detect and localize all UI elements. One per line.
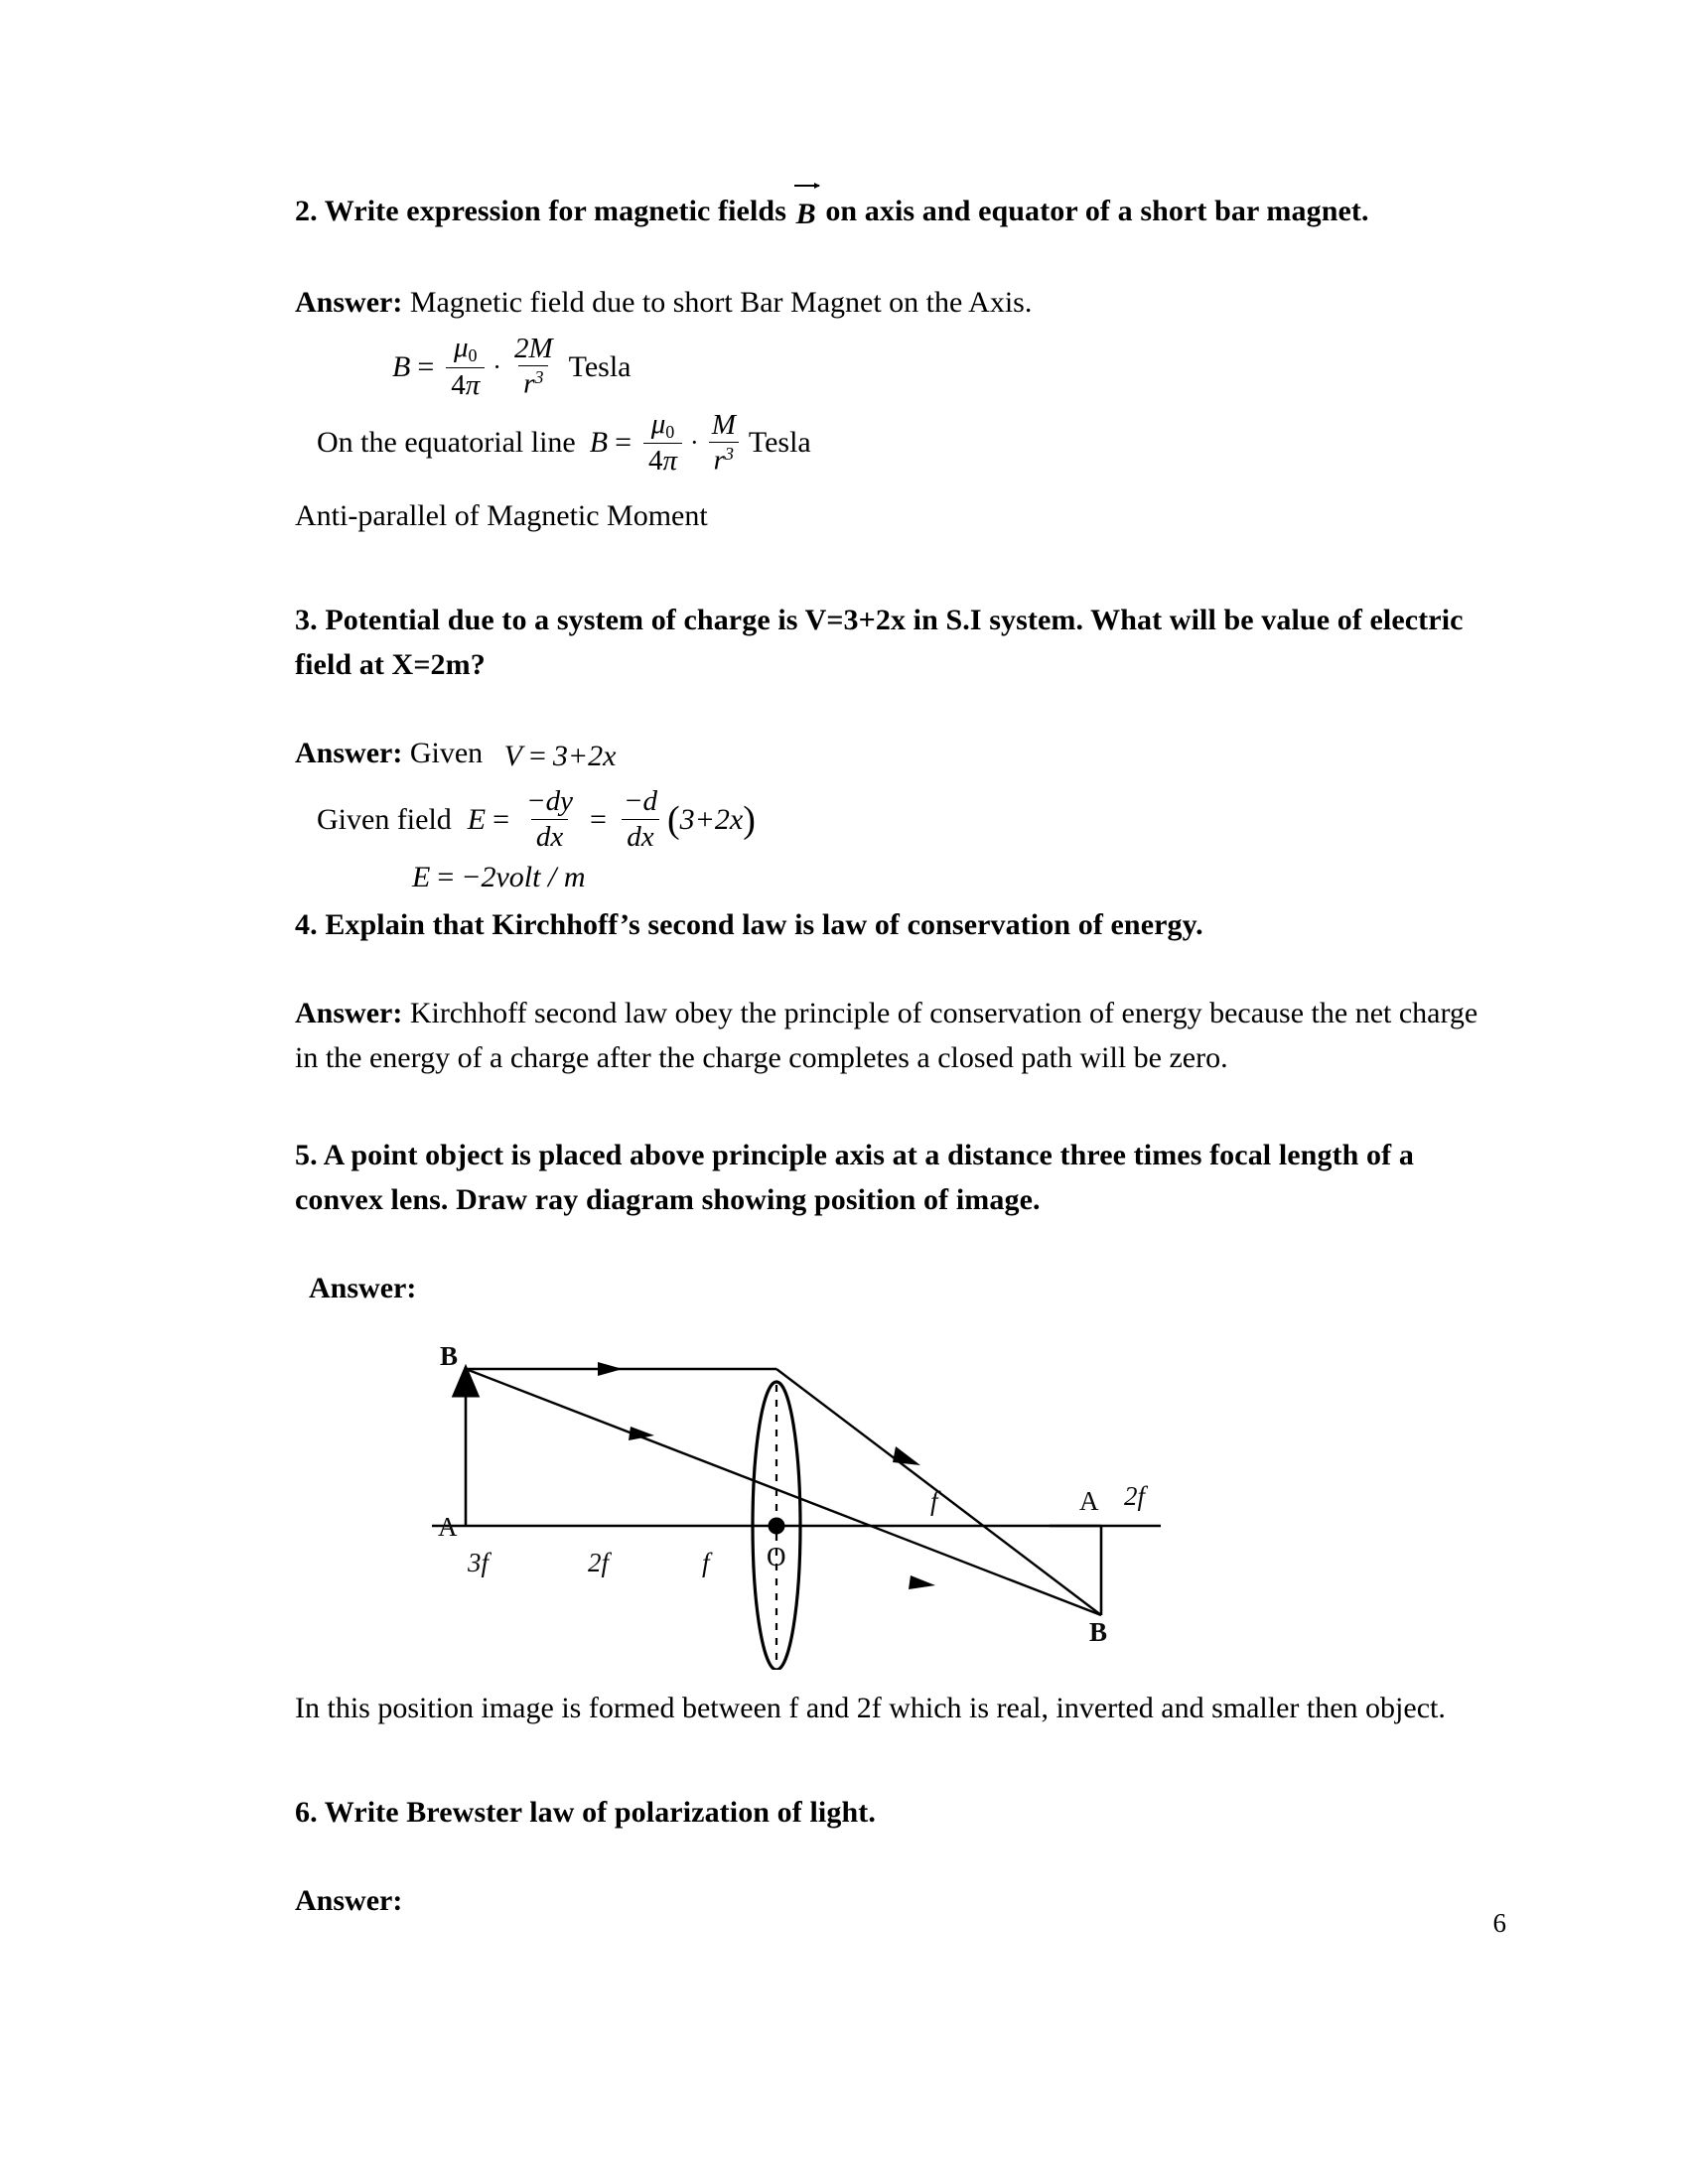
formula-eq-equals: = — [615, 426, 632, 460]
answer-3 — [295, 731, 1506, 778]
ray-center-arrowhead-left — [629, 1427, 654, 1440]
ray-refracted-through-focus — [776, 1369, 1101, 1615]
answer-2 — [295, 280, 1506, 326]
diagram-label-distance-2f: 2f — [588, 1547, 610, 1577]
field-formula-close-paren: ) — [743, 798, 756, 841]
formula-axis-2m-over-r3: $\frac{2M}{r^3}$ — [513, 333, 553, 400]
result-formula-rhs: −2volt / m — [461, 860, 586, 893]
question-6-number: 6. — [295, 1796, 318, 1830]
question-2-text-before: Write expression for magnetic fields — [324, 195, 786, 227]
question-5 — [295, 1133, 1506, 1222]
ray-refracted-arrowhead — [893, 1446, 920, 1465]
formula-equatorial-field — [295, 409, 1506, 478]
answer-3-given-word: Given — [409, 737, 484, 770]
result-formula-equals: = — [437, 860, 455, 893]
optical-center-dot — [769, 1517, 785, 1534]
question-2-text-after: on axis and equator of a short bar magnet. — [825, 195, 1369, 227]
page-content — [295, 189, 1506, 1924]
question-2 — [295, 189, 1506, 236]
formula-axis-field — [295, 333, 1506, 401]
ray-parallel-arrowhead — [598, 1362, 623, 1376]
question-4 — [295, 902, 1506, 947]
formula-eq-lhs: B — [589, 426, 609, 460]
ray-through-optical-center — [466, 1369, 1101, 1615]
formula-axis-equals: = — [417, 349, 435, 383]
question-5-number: 5. — [295, 1139, 318, 1172]
vector-b-symbol: B — [794, 192, 818, 236]
diagram-label-image-top: B — [1089, 1616, 1108, 1647]
answer-6-label: Answer: — [295, 1884, 403, 1918]
answer-5 — [295, 1266, 1506, 1311]
answer-4-text: Kirchhoff second law obey the principle of conservation of energy because the net charge in the energy of a charge after the charge completes a closed path will be zero. — [295, 996, 1478, 1075]
page-number: 6 — [1492, 1908, 1506, 1938]
formula-electric-field — [295, 786, 1506, 853]
formula-axis-lhs: B — [392, 349, 411, 383]
question-2-number: 2. — [295, 195, 318, 227]
field-formula-equals-1: = — [492, 802, 510, 836]
field-lead-text: Given field — [317, 802, 452, 836]
question-3-number: 3. — [295, 604, 318, 637]
answer-4-label: Answer: — [295, 996, 403, 1029]
equatorial-lead-text: On the equatorial line — [317, 426, 576, 460]
formula-eq-mu-over-4pi: $\frac{\mu_0}{4\pi}$ — [643, 409, 682, 478]
field-formula-open-paren: ( — [667, 798, 680, 841]
answer-6 — [295, 1878, 1506, 1924]
formula-axis-dot: · — [492, 351, 501, 381]
diagram-label-distance-3f: 3f — [468, 1547, 490, 1577]
answer-5-label: Answer: — [309, 1272, 417, 1305]
field-formula-dy-over-dx: $\frac{-dy}{dx}$ — [526, 785, 573, 853]
diagram-label-optical-center: O — [767, 1541, 786, 1571]
formula-axis-unit: Tesla — [568, 349, 632, 383]
formula-field-result — [295, 861, 1506, 894]
question-3-text: Potential due to a system of charge is V=3+2x in S.I system. What will be value of electric field at X=2m? — [295, 604, 1464, 682]
field-formula-lhs: E — [467, 802, 487, 836]
answer-2-closing-note: Anti-parallel of Magnetic Moment — [295, 498, 708, 532]
answer-3-label: Answer: — [295, 737, 403, 770]
question-4-text: Explain that Kirchhoff’s second law is law of conservation of energy. — [325, 907, 1203, 941]
answer-4 — [295, 991, 1506, 1081]
given-formula-lhs: V — [503, 739, 522, 772]
ray-center-arrowhead-right — [909, 1575, 935, 1589]
question-4-number: 4. — [295, 907, 318, 941]
answer-2-label: Answer: — [295, 285, 403, 319]
question-5-text: A point object is placed above principle axis at a distance three times focal length of a convex lens. Draw ray diagram showing position of image. — [295, 1139, 1414, 1217]
formula-axis-mu-over-4pi: $\frac{\mu_0}{4\pi}$ — [446, 333, 485, 401]
formula-eq-dot: · — [690, 428, 699, 458]
diagram-label-distance-f: f — [702, 1547, 710, 1577]
diagram-label-object-base: A — [438, 1511, 458, 1542]
field-formula-expression: 3+2x — [679, 802, 744, 836]
given-formula-rhs: 3+2x — [552, 739, 617, 772]
diagram-label-image-2f: 2f — [1124, 1480, 1146, 1511]
question-3 — [295, 598, 1506, 687]
ray-diagram-svg — [394, 1327, 1189, 1670]
answer-2-text: Magnetic field due to short Bar Magnet on the Axis. — [409, 285, 1033, 319]
diagram-label-image-base: A — [1079, 1485, 1099, 1516]
diagram-label-image-f: f — [930, 1485, 938, 1516]
ray-diagram — [394, 1327, 1189, 1670]
given-formula-equals: = — [528, 739, 546, 772]
field-formula-d-over-dx: $\frac{-d}{dx}$ — [623, 785, 657, 853]
result-formula-lhs: E — [412, 860, 431, 893]
answer-5-conclusion: In this position image is formed between f and 2f which is real, inverted and smaller then object. — [295, 1691, 1446, 1724]
field-formula-equals-2: = — [590, 802, 607, 836]
formula-eq-unit: Tesla — [748, 426, 811, 460]
formula-eq-m-over-r3: $\frac{M}{r^3}$ — [707, 410, 741, 477]
diagram-label-object-top: B — [440, 1340, 459, 1371]
question-6 — [295, 1790, 1506, 1835]
question-6-text: Write Brewster law of polarization of light. — [324, 1796, 876, 1830]
